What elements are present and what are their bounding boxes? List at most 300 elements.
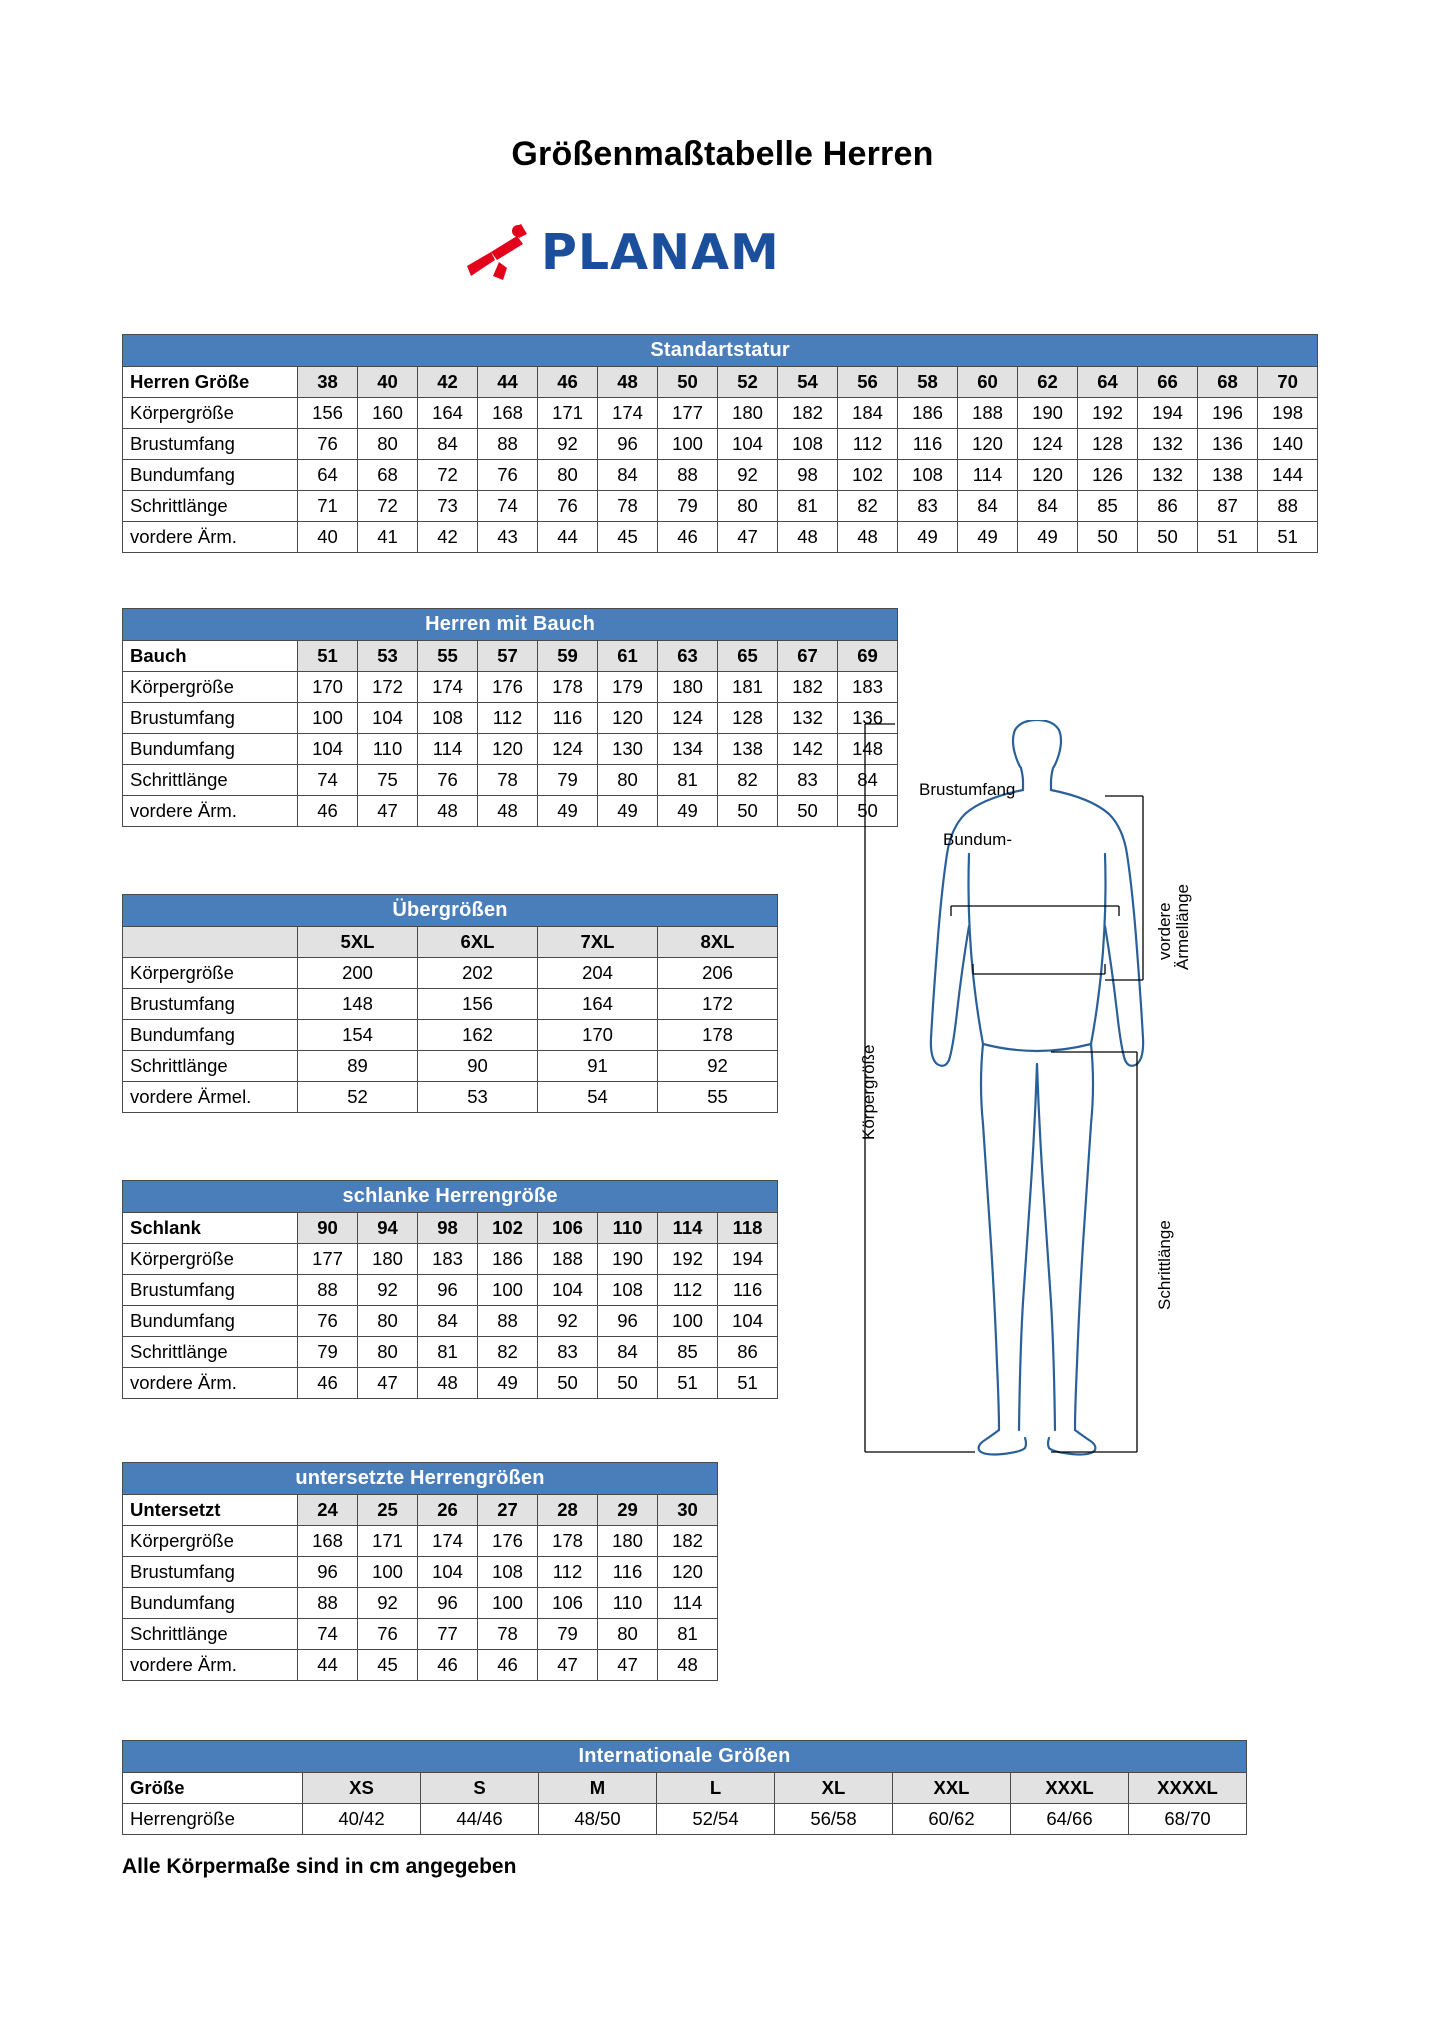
- cell: 128: [718, 703, 778, 734]
- row-label: Bundumfang: [123, 1588, 298, 1619]
- cell: 49: [478, 1368, 538, 1399]
- cell: 108: [478, 1557, 538, 1588]
- table-herren-mit-bauch: [122, 608, 898, 827]
- cell: 196: [1198, 398, 1258, 429]
- cell: 164: [538, 989, 658, 1020]
- cell: 96: [598, 1306, 658, 1337]
- header-label: Schlank: [123, 1213, 298, 1244]
- cell: 51: [1258, 522, 1318, 553]
- cell: 47: [598, 1650, 658, 1681]
- cell: 84: [958, 491, 1018, 522]
- header-cell: 98: [418, 1213, 478, 1244]
- cell: 162: [418, 1020, 538, 1051]
- cell: 44/46: [421, 1804, 539, 1835]
- cell: 90: [418, 1051, 538, 1082]
- table-schlanke-herrengroesse: [122, 1180, 778, 1399]
- cell: 92: [538, 1306, 598, 1337]
- cell: 50: [1078, 522, 1138, 553]
- table-row: [123, 1082, 778, 1113]
- row-label: vordere Ärm.: [123, 1368, 298, 1399]
- header-cell: 40: [358, 367, 418, 398]
- cell: 92: [358, 1275, 418, 1306]
- table-header-row: [123, 641, 898, 672]
- cell: 96: [298, 1557, 358, 1588]
- cell: 46: [298, 1368, 358, 1399]
- table-row: [123, 1306, 778, 1337]
- header-cell: 68: [1198, 367, 1258, 398]
- cell: 81: [658, 765, 718, 796]
- cell: 120: [478, 734, 538, 765]
- cell: 48/50: [539, 1804, 657, 1835]
- figure-svg: [855, 720, 1415, 1600]
- cell: 42: [418, 522, 478, 553]
- table-header-row: [123, 367, 1318, 398]
- header-cell: 5XL: [298, 927, 418, 958]
- cell: 80: [538, 460, 598, 491]
- cell: 64: [298, 460, 358, 491]
- row-label: Herrengröße: [123, 1804, 303, 1835]
- cell: 72: [418, 460, 478, 491]
- cell: 102: [838, 460, 898, 491]
- header-cell: 106: [538, 1213, 598, 1244]
- cell: 80: [358, 1337, 418, 1368]
- cell: 81: [418, 1337, 478, 1368]
- cell: 76: [298, 429, 358, 460]
- cell: 92: [538, 429, 598, 460]
- header-cell: 57: [478, 641, 538, 672]
- row-label: vordere Ärm.: [123, 1650, 298, 1681]
- cell: 85: [658, 1337, 718, 1368]
- cell: 84: [418, 1306, 478, 1337]
- cell: 168: [298, 1526, 358, 1557]
- table-row: [123, 1051, 778, 1082]
- row-label: vordere Ärmel.: [123, 1082, 298, 1113]
- cell: 75: [358, 765, 418, 796]
- header-cell: 27: [478, 1495, 538, 1526]
- table-row: [123, 429, 1318, 460]
- cell: 156: [418, 989, 538, 1020]
- table-row: [123, 1368, 778, 1399]
- cell: 114: [958, 460, 1018, 491]
- cell: 182: [658, 1526, 718, 1557]
- cell: 87: [1198, 491, 1258, 522]
- cell: 172: [658, 989, 778, 1020]
- cell: 194: [718, 1244, 778, 1275]
- header-cell: 51: [298, 641, 358, 672]
- cell: 41: [358, 522, 418, 553]
- cell: 76: [298, 1306, 358, 1337]
- header-cell: XXXL: [1011, 1773, 1129, 1804]
- cell: 124: [658, 703, 718, 734]
- table-row: [123, 734, 898, 765]
- cell: 182: [778, 398, 838, 429]
- header-cell: 63: [658, 641, 718, 672]
- table-row: [123, 765, 898, 796]
- row-label: Körpergröße: [123, 672, 298, 703]
- cell: 48: [478, 796, 538, 827]
- cell: 100: [298, 703, 358, 734]
- header-label: Herren Größe: [123, 367, 298, 398]
- cell: 144: [1258, 460, 1318, 491]
- cell: 108: [898, 460, 958, 491]
- cell: 186: [898, 398, 958, 429]
- header-cell: 28: [538, 1495, 598, 1526]
- cell: 49: [958, 522, 1018, 553]
- header-cell: 90: [298, 1213, 358, 1244]
- header-cell: 102: [478, 1213, 538, 1244]
- cell: 116: [718, 1275, 778, 1306]
- cell: 124: [538, 734, 598, 765]
- table-row: [123, 1244, 778, 1275]
- row-label: Bundumfang: [123, 1020, 298, 1051]
- cell: 190: [598, 1244, 658, 1275]
- cell: 108: [778, 429, 838, 460]
- cell: 98: [778, 460, 838, 491]
- cell: 78: [478, 765, 538, 796]
- table-band-title: untersetzte Herrengrößen: [123, 1463, 718, 1495]
- cell: 84: [418, 429, 478, 460]
- cell: 140: [1258, 429, 1318, 460]
- cell: 72: [358, 491, 418, 522]
- cell: 92: [358, 1588, 418, 1619]
- header-cell: 56: [838, 367, 898, 398]
- cell: 104: [358, 703, 418, 734]
- header-cell: 58: [898, 367, 958, 398]
- cell: 104: [418, 1557, 478, 1588]
- cell: 47: [358, 796, 418, 827]
- cell: 74: [298, 1619, 358, 1650]
- table-header-row: [123, 1213, 778, 1244]
- cell: 164: [418, 398, 478, 429]
- cell: 138: [1198, 460, 1258, 491]
- table-row: [123, 1557, 718, 1588]
- cell: 51: [1198, 522, 1258, 553]
- table-row: [123, 1020, 778, 1051]
- cell: 106: [538, 1588, 598, 1619]
- cell: 43: [478, 522, 538, 553]
- cell: 179: [598, 672, 658, 703]
- planam-logo-text: PLANAM: [541, 224, 780, 281]
- cell: 190: [1018, 398, 1078, 429]
- cell: 100: [478, 1275, 538, 1306]
- row-label: Schrittlänge: [123, 765, 298, 796]
- table-internationale-groessen: [122, 1740, 1247, 1835]
- header-cell: 64: [1078, 367, 1138, 398]
- table-band-title: Internationale Größen: [123, 1741, 1247, 1773]
- header-cell: 65: [718, 641, 778, 672]
- cell: 130: [598, 734, 658, 765]
- cell: 182: [778, 672, 838, 703]
- header-label: Untersetzt: [123, 1495, 298, 1526]
- cell: 120: [1018, 460, 1078, 491]
- cell: 138: [718, 734, 778, 765]
- header-cell: 42: [418, 367, 478, 398]
- cell: 48: [418, 1368, 478, 1399]
- header-cell: 44: [478, 367, 538, 398]
- table-header-row: [123, 1773, 1247, 1804]
- cell: 110: [358, 734, 418, 765]
- page-title: Größenmaßtabelle Herren: [511, 135, 934, 173]
- cell: 68: [358, 460, 418, 491]
- cell: 44: [298, 1650, 358, 1681]
- cell: 51: [658, 1368, 718, 1399]
- cell: 104: [718, 1306, 778, 1337]
- header-cell: 30: [658, 1495, 718, 1526]
- row-label: Körpergröße: [123, 1244, 298, 1275]
- cell: 148: [298, 989, 418, 1020]
- cell: 170: [298, 672, 358, 703]
- header-cell: 26: [418, 1495, 478, 1526]
- header-cell: 67: [778, 641, 838, 672]
- cell: 92: [658, 1051, 778, 1082]
- cell: 48: [778, 522, 838, 553]
- cell: 48: [418, 796, 478, 827]
- cell: 80: [358, 1306, 418, 1337]
- cell: 84: [838, 765, 898, 796]
- cell: 60/62: [893, 1804, 1011, 1835]
- cell: 71: [298, 491, 358, 522]
- figure-label-schrittlaenge: Schrittlänge: [1155, 1220, 1174, 1310]
- header-cell: XXXXL: [1129, 1773, 1247, 1804]
- cell: 104: [298, 734, 358, 765]
- header-cell: 29: [598, 1495, 658, 1526]
- planam-logo-mark: [461, 222, 547, 284]
- cell: 78: [598, 491, 658, 522]
- header-cell: XL: [775, 1773, 893, 1804]
- cell: 116: [538, 703, 598, 734]
- cell: 50: [838, 796, 898, 827]
- cell: 112: [478, 703, 538, 734]
- cell: 51: [718, 1368, 778, 1399]
- cell: 100: [658, 1306, 718, 1337]
- cell: 84: [598, 460, 658, 491]
- cell: 108: [418, 703, 478, 734]
- header-label: Bauch: [123, 641, 298, 672]
- table-row: [123, 672, 898, 703]
- row-label: vordere Ärm.: [123, 796, 298, 827]
- planam-logo: [455, 222, 875, 288]
- cell: 192: [1078, 398, 1138, 429]
- cell: 76: [358, 1619, 418, 1650]
- cell: 50: [538, 1368, 598, 1399]
- cell: 46: [418, 1650, 478, 1681]
- row-label: Brustumfang: [123, 703, 298, 734]
- row-label: vordere Ärm.: [123, 522, 298, 553]
- table-header-row: [123, 927, 778, 958]
- row-label: Bundumfang: [123, 734, 298, 765]
- header-cell: 59: [538, 641, 598, 672]
- header-cell: 114: [658, 1213, 718, 1244]
- cell: 88: [298, 1275, 358, 1306]
- cell: 178: [658, 1020, 778, 1051]
- row-label: Körpergröße: [123, 398, 298, 429]
- header-cell: M: [539, 1773, 657, 1804]
- cell: 177: [658, 398, 718, 429]
- cell: 80: [358, 429, 418, 460]
- table-row: [123, 1804, 1247, 1835]
- figure-label-vordere-aermellaenge-1: vordere: [1155, 902, 1174, 960]
- header-cell: 52: [718, 367, 778, 398]
- cell: 114: [658, 1588, 718, 1619]
- cell: 160: [358, 398, 418, 429]
- header-cell: 8XL: [658, 927, 778, 958]
- cell: 188: [538, 1244, 598, 1275]
- cell: 171: [538, 398, 598, 429]
- cell: 178: [538, 1526, 598, 1557]
- table-band-title: Herren mit Bauch: [123, 609, 898, 641]
- figure-label-koerpergroesse: Körpergröße: [859, 1044, 878, 1140]
- table-row: [123, 491, 1318, 522]
- table-header-row: [123, 1495, 718, 1526]
- cell: 80: [598, 1619, 658, 1650]
- cell: 49: [538, 796, 598, 827]
- cell: 88: [1258, 491, 1318, 522]
- header-label: [123, 927, 298, 958]
- table-row: [123, 1588, 718, 1619]
- table-row: [123, 398, 1318, 429]
- cell: 52/54: [657, 1804, 775, 1835]
- row-label: Bundumfang: [123, 1306, 298, 1337]
- cell: 154: [298, 1020, 418, 1051]
- cell: 76: [538, 491, 598, 522]
- cell: 44: [538, 522, 598, 553]
- cell: 47: [718, 522, 778, 553]
- cell: 46: [478, 1650, 538, 1681]
- cell: 156: [298, 398, 358, 429]
- figure-label-bundumfang: Bundum-: [943, 830, 1012, 849]
- table-band-title: Übergrößen: [123, 895, 778, 927]
- cell: 204: [538, 958, 658, 989]
- cell: 136: [838, 703, 898, 734]
- cell: 80: [598, 765, 658, 796]
- cell: 79: [538, 765, 598, 796]
- table-row: [123, 522, 1318, 553]
- header-cell: 53: [358, 641, 418, 672]
- cell: 79: [298, 1337, 358, 1368]
- cell: 176: [478, 672, 538, 703]
- cell: 88: [478, 429, 538, 460]
- cell: 86: [718, 1337, 778, 1368]
- cell: 82: [838, 491, 898, 522]
- cell: 50: [778, 796, 838, 827]
- cell: 85: [1078, 491, 1138, 522]
- cell: 82: [478, 1337, 538, 1368]
- cell: 83: [898, 491, 958, 522]
- cell: 120: [958, 429, 1018, 460]
- cell: 45: [598, 522, 658, 553]
- header-cell: 54: [778, 367, 838, 398]
- cell: 174: [418, 672, 478, 703]
- cell: 78: [478, 1619, 538, 1650]
- cell: 76: [418, 765, 478, 796]
- table-untersetzte-herrengroessen: [122, 1462, 718, 1681]
- header-cell: S: [421, 1773, 539, 1804]
- cell: 50: [718, 796, 778, 827]
- cell: 96: [418, 1588, 478, 1619]
- cell: 184: [838, 398, 898, 429]
- cell: 126: [1078, 460, 1138, 491]
- row-label: Körpergröße: [123, 1526, 298, 1557]
- header-cell: 25: [358, 1495, 418, 1526]
- cell: 54: [538, 1082, 658, 1113]
- table-row: [123, 796, 898, 827]
- cell: 84: [1018, 491, 1078, 522]
- cell: 64/66: [1011, 1804, 1129, 1835]
- cell: 86: [1138, 491, 1198, 522]
- cell: 148: [838, 734, 898, 765]
- cell: 206: [658, 958, 778, 989]
- cell: 96: [598, 429, 658, 460]
- row-label: Brustumfang: [123, 1275, 298, 1306]
- cell: 49: [598, 796, 658, 827]
- cell: 82: [718, 765, 778, 796]
- cell: 50: [598, 1368, 658, 1399]
- cell: 188: [958, 398, 1018, 429]
- cell: 83: [778, 765, 838, 796]
- cell: 79: [658, 491, 718, 522]
- cell: 180: [718, 398, 778, 429]
- table-standartstatur: [122, 334, 1318, 553]
- cell: 91: [538, 1051, 658, 1082]
- cell: 112: [838, 429, 898, 460]
- cell: 83: [538, 1337, 598, 1368]
- cell: 110: [598, 1588, 658, 1619]
- cell: 76: [478, 460, 538, 491]
- cell: 49: [658, 796, 718, 827]
- cell: 128: [1078, 429, 1138, 460]
- cell: 112: [538, 1557, 598, 1588]
- header-cell: 118: [718, 1213, 778, 1244]
- table-row: [123, 1337, 778, 1368]
- cell: 100: [478, 1588, 538, 1619]
- figure-label-brustumfang: Brustumfang: [919, 780, 1016, 799]
- cell: 180: [658, 672, 718, 703]
- header-cell: 110: [598, 1213, 658, 1244]
- cell: 198: [1258, 398, 1318, 429]
- header-cell: 48: [598, 367, 658, 398]
- row-label: Schrittlänge: [123, 1619, 298, 1650]
- header-cell: 69: [838, 641, 898, 672]
- body-measurement-figure: [855, 720, 1415, 1600]
- header-cell: XXL: [893, 1773, 1011, 1804]
- cell: 136: [1198, 429, 1258, 460]
- table-band-title: schlanke Herrengröße: [123, 1181, 778, 1213]
- header-cell: 66: [1138, 367, 1198, 398]
- cell: 124: [1018, 429, 1078, 460]
- header-cell: 7XL: [538, 927, 658, 958]
- header-cell: 94: [358, 1213, 418, 1244]
- cell: 178: [538, 672, 598, 703]
- cell: 49: [898, 522, 958, 553]
- table-uebergroessen: [122, 894, 778, 1113]
- cell: 52: [298, 1082, 418, 1113]
- cell: 55: [658, 1082, 778, 1113]
- cell: 96: [418, 1275, 478, 1306]
- cell: 168: [478, 398, 538, 429]
- cell: 200: [298, 958, 418, 989]
- cell: 40/42: [303, 1804, 421, 1835]
- cell: 88: [478, 1306, 538, 1337]
- figure-label-vordere-aermellaenge-2: Ärmellänge: [1173, 884, 1192, 970]
- header-cell: L: [657, 1773, 775, 1804]
- header-cell: 6XL: [418, 927, 538, 958]
- cell: 47: [538, 1650, 598, 1681]
- cell: 88: [298, 1588, 358, 1619]
- header-cell: 62: [1018, 367, 1078, 398]
- cell: 186: [478, 1244, 538, 1275]
- cell: 47: [358, 1368, 418, 1399]
- header-cell: 70: [1258, 367, 1318, 398]
